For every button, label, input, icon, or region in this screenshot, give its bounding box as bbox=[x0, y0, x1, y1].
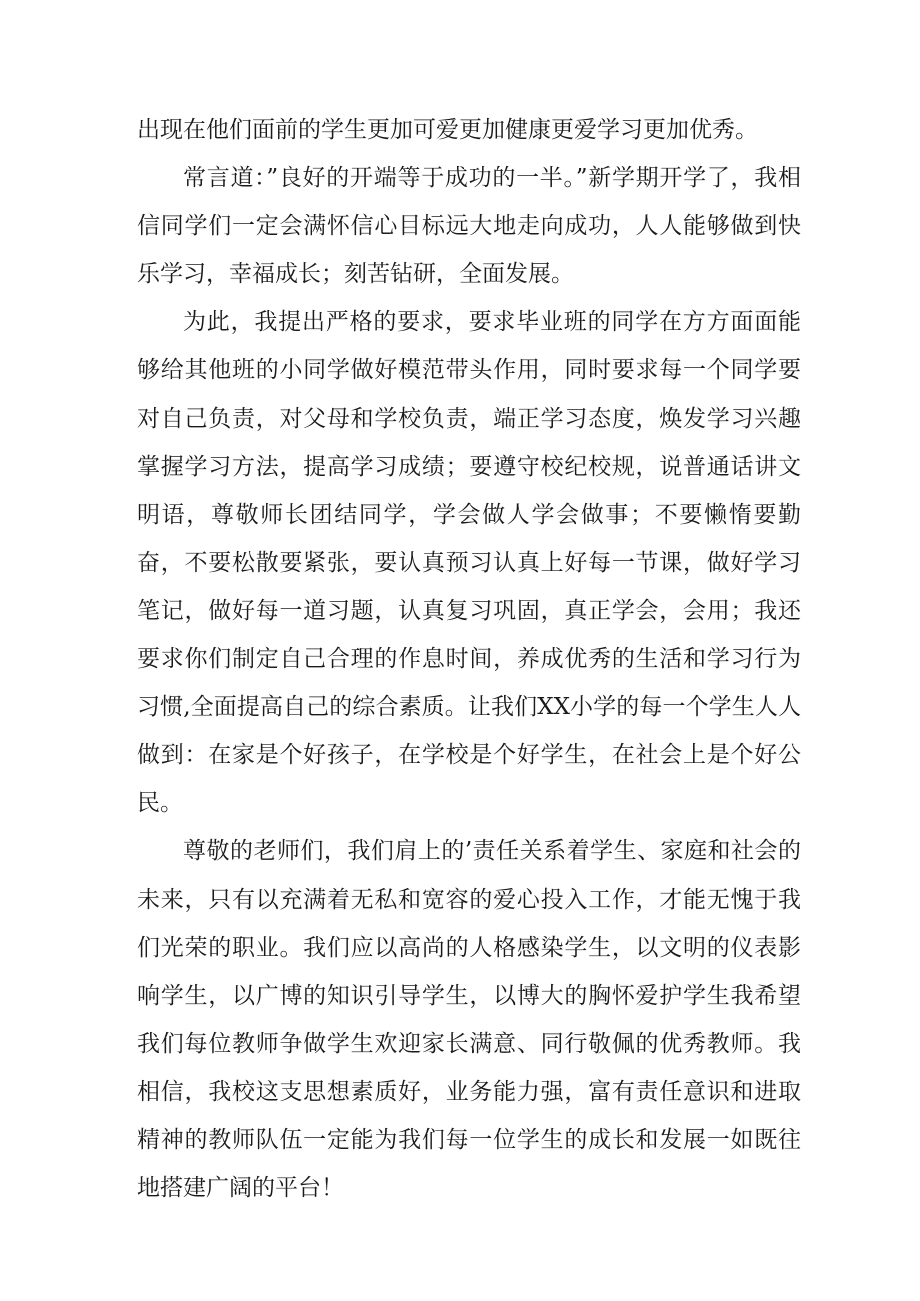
paragraph-2: 常言道：”良好的开端等于成功的一半。”新学期开学了，我相信同学们一定会满怀信心目标远大地走向成功，人人能够做到快乐学习，幸福成长；刻苦钻研，全面发展。 bbox=[137, 165, 801, 288]
paragraph-1: 出现在他们面前的学生更加可爱更加健康更爱学习更加优秀。 bbox=[137, 117, 758, 143]
paragraph-4: 尊敬的老师们，我们肩上的’责任关系着学生、家庭和社会的未来，只有以充满着无私和宽容的爱心投入工作，才能无愧于我们光荣的职业。我们应以高尚的人格感染学生，以文明的仪表影响学生，以广博的知识引导学生，以博大的胸怀爱护学生我希望我们每位教师争做学生欢迎家长满意、同行敬佩的优秀教师。我相信，我校这支思想素质好，业务能力强，富有责任意识和进取精神的教师队伍一定能为我们每一位学生的成长和发展一如既往地搭建广阔的平台！ bbox=[137, 838, 801, 1202]
paragraph-3: 为此，我提出严格的要求，要求毕业班的同学在方方面面能够给其他班的小同学做好模范带头作用，同时要求每一个同学要对自己负责，对父母和学校负责，端正学习态度，焕发学习兴趣掌握学习方法，提高学习成绩；要遵守校纪校规，说普通话讲文明语，尊敬师长团结同学，学会做人学会做事；不要懒惰要勤奋，不要松散要紧张，要认真预习认真上好每一节课，做好学习笔记，做好每一道习题，认真复习巩固，真正学会，会用；我还要求你们制定自己合理的作息时间，养成优秀的生活和学习行为习惯,全面提高自己的综合素质。让我们XX小学的每一个学生人人做到：在家是个好孩子，在学校是个好学生，在社会上是个好公民。 bbox=[137, 309, 801, 817]
document-body bbox=[137, 106, 801, 1212]
